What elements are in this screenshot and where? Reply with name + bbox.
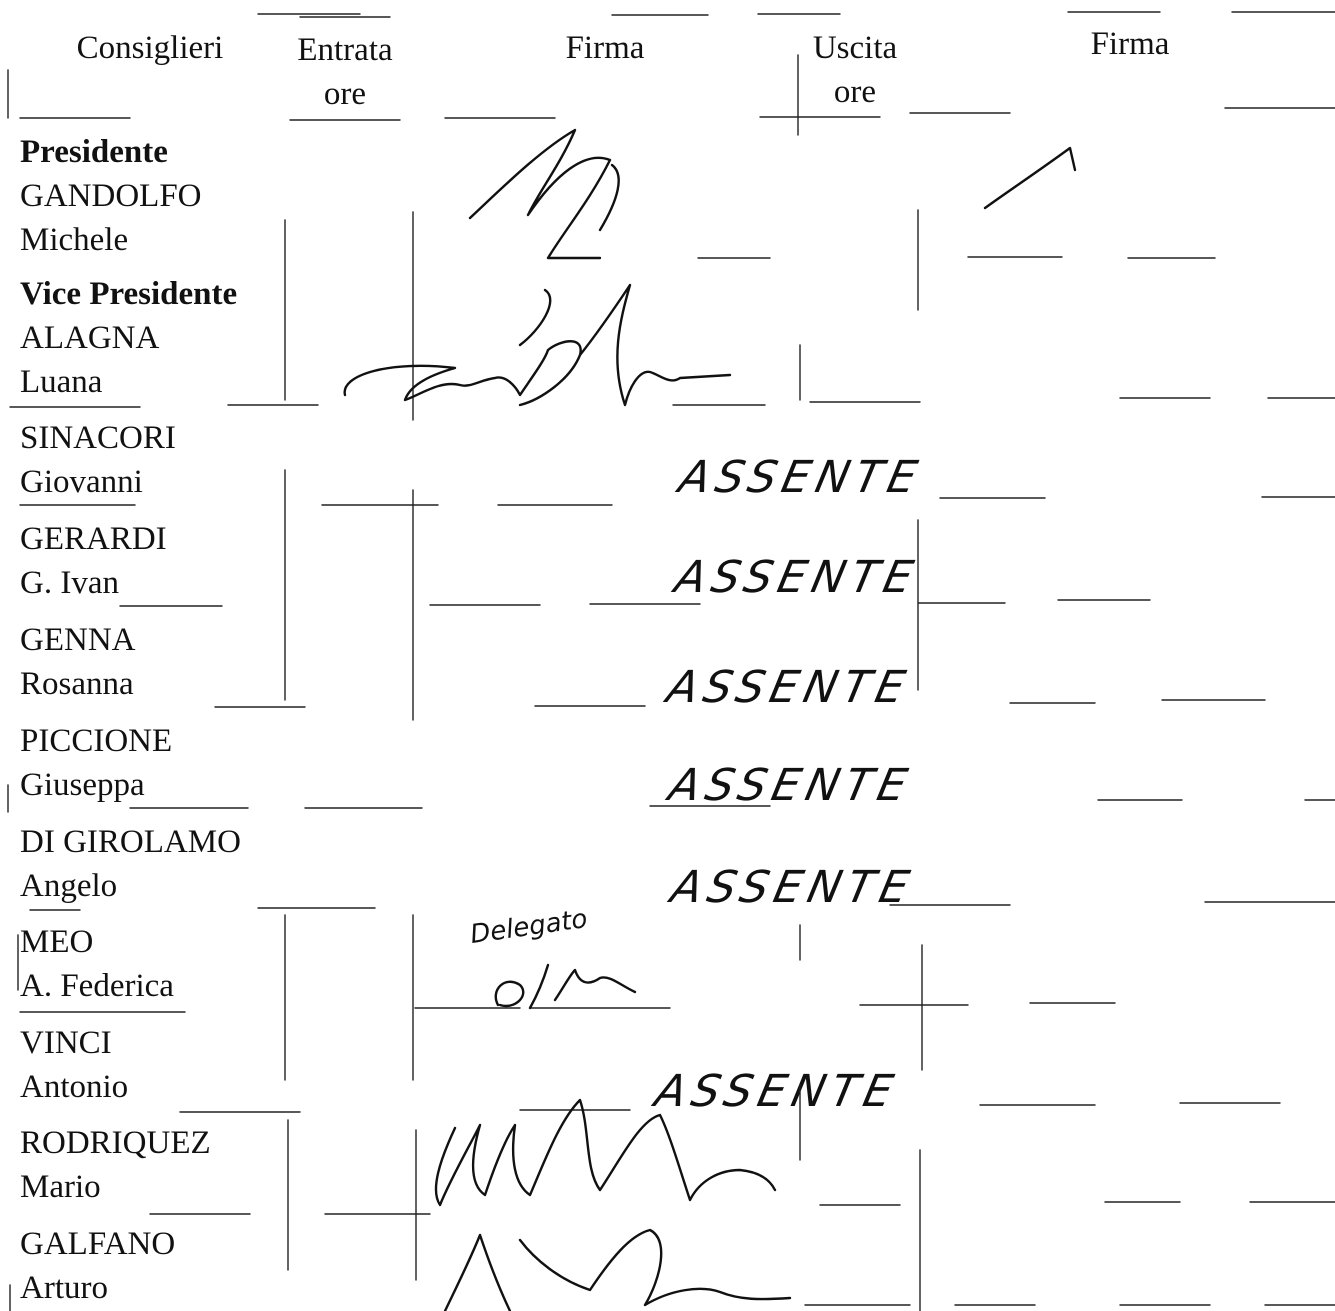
role-label: Vice Presidente — [20, 276, 238, 312]
councillor-given-name: G. Ivan — [20, 565, 119, 601]
absent-note-vinci: ASSENTE — [650, 1066, 904, 1117]
councillor-surname: MEO — [20, 924, 94, 960]
header-uscita: Uscita ore — [812, 30, 898, 110]
councillor-surname: SINACORI — [20, 420, 176, 456]
councillor-given-name: Angelo — [20, 868, 118, 904]
header-consiglieri: Consiglieri — [76, 30, 224, 66]
councillor-surname: PICCIONE — [20, 723, 173, 759]
councillor-surname: GANDOLFO — [20, 178, 202, 214]
councillor-surname: GERARDI — [20, 521, 167, 557]
councillor-surname: DI GIROLAMO — [20, 824, 241, 860]
councillor-surname: GALFANO — [20, 1226, 176, 1262]
councillor-surname: VINCI — [20, 1025, 112, 1061]
councillor-given-name: Arturo — [20, 1270, 108, 1306]
absent-note-sinacori: ASSENTE — [674, 452, 928, 503]
councillor-given-name: Luana — [20, 364, 103, 400]
absent-note-genna: ASSENTE — [662, 662, 916, 713]
councillor-surname: ALAGNA — [20, 320, 160, 356]
header-firma-entrata: Firma — [565, 30, 645, 66]
councillor-given-name: Antonio — [20, 1069, 129, 1105]
councillor-surname: GENNA — [20, 622, 136, 658]
header-firma-uscita: Firma — [1090, 26, 1170, 62]
absent-note-gerardi: ASSENTE — [670, 552, 924, 603]
councillor-given-name: Mario — [20, 1169, 101, 1205]
councillor-given-name: Rosanna — [20, 666, 134, 702]
councillor-given-name: Giuseppa — [20, 767, 145, 803]
councillor-given-name: Michele — [20, 222, 129, 258]
delegate-note-meo: Delegato — [468, 903, 590, 951]
role-label: Presidente — [20, 134, 168, 170]
councillor-given-name: Giovanni — [20, 464, 143, 500]
absent-note-piccione: ASSENTE — [664, 760, 918, 811]
header-entrata: Entrata ore — [297, 32, 393, 112]
absent-note-di-girolamo: ASSENTE — [666, 862, 920, 913]
councillor-surname: RODRIQUEZ — [20, 1125, 211, 1161]
councillor-given-name: A. Federica — [20, 968, 174, 1004]
